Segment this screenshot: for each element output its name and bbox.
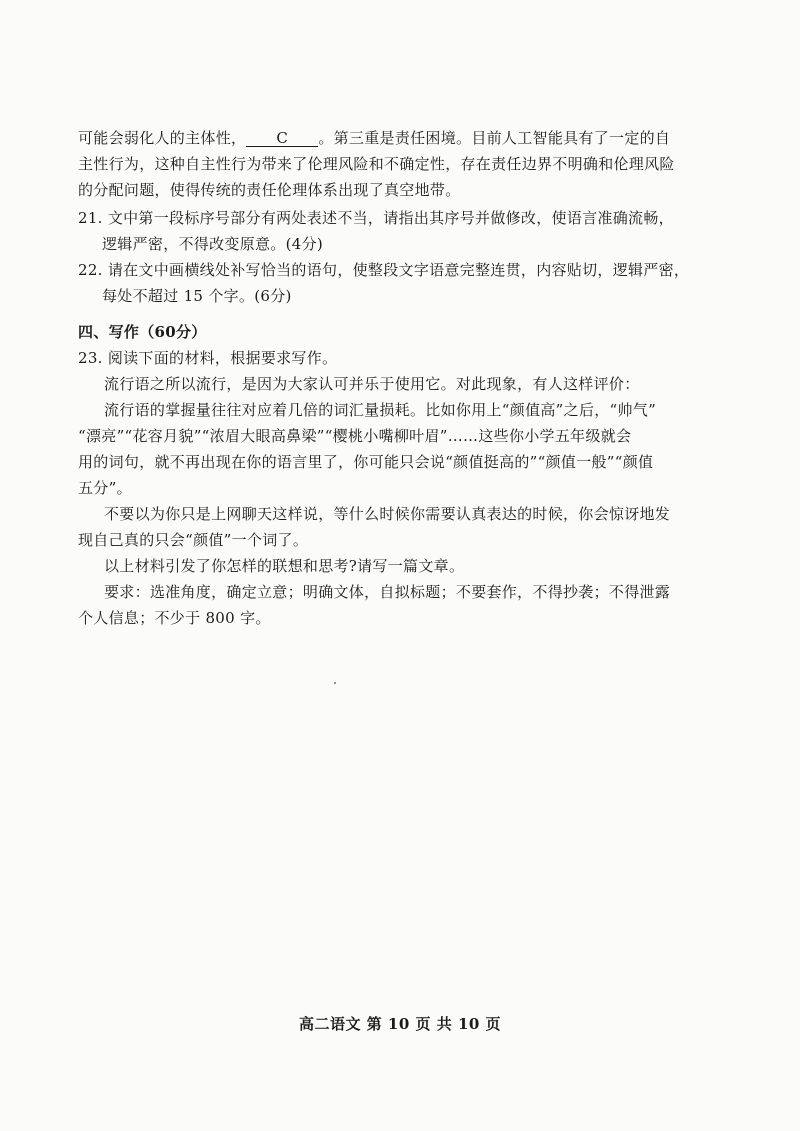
- material-line-6: 不要以为你只是上网聊天这样说，等什么时候你需要认真表达的时候，你会惊讶地发: [104, 505, 671, 523]
- requirements-line-1: 要求：选准角度，确定立意；明确文体，自拟标题；不要套作，不得抄袭；不得泄露: [104, 583, 671, 601]
- material-line-1: 流行语之所以流行，是因为大家认可并乐于使用它。对此现象，有人这样评价：: [104, 375, 640, 393]
- passage-line-3: 的分配问题，使得传统的责任伦理体系出现了真空地带。: [78, 181, 461, 199]
- passage-line-1: [78, 128, 670, 148]
- question-22: 22. 请在文中画横线处补写恰当的语句，使整段文字语意完整连贯，内容贴切，逻辑严密，: [78, 261, 690, 279]
- material-line-5: 五分”。: [78, 479, 132, 497]
- requirements-line-2: 个人信息；不少于 800 字。: [78, 609, 271, 627]
- material-line-7: 现自己真的只会“颜值”一个词了。: [78, 531, 309, 549]
- answer-blank-c: C: [246, 130, 318, 147]
- passage-text: 可能会弱化人的主体性，: [78, 129, 247, 147]
- question-21: 21. 文中第一段标序号部分有两处表述不当，请指出其序号并做修改，使语言准确流畅，: [78, 209, 674, 227]
- material-line-2: 流行语的掌握量往往对应着几倍的词汇量损耗。比如你用上“颜值高”之后，“帅气”: [104, 401, 657, 419]
- question-21-cont: 逻辑严密，不得改变原意。(4分): [102, 235, 324, 253]
- section-heading-writing: 四、写作（60分）: [78, 323, 207, 341]
- page-footer: 高二语文 第 10 页 共 10 页: [298, 1015, 502, 1033]
- material-line-4: 用的词句，就不再出现在你的语言里了，你可能只会说“颜值挺高的”“颜值一般”“颜值: [78, 453, 654, 471]
- question-22-cont: 每处不超过 15 个字。(6分): [102, 287, 292, 305]
- material-line-3: “漂亮”“花容月貌”“浓眉大眼高鼻梁”“樱桃小嘴柳叶眉”……这些你小学五年级就会: [78, 427, 632, 445]
- question-23: 23. 阅读下面的材料，根据要求写作。: [78, 349, 338, 367]
- scan-speck: [334, 682, 336, 684]
- passage-line-2: 主性行为，这种自主性行为带来了伦理风险和不确定性，存在责任边界不明确和伦理风险: [78, 155, 675, 173]
- passage-text: 。第三重是责任困境。目前人工智能具有了一定的自: [318, 129, 671, 147]
- writing-prompt: 以上材料引发了你怎样的联想和思考?请写一篇文章。: [104, 557, 465, 575]
